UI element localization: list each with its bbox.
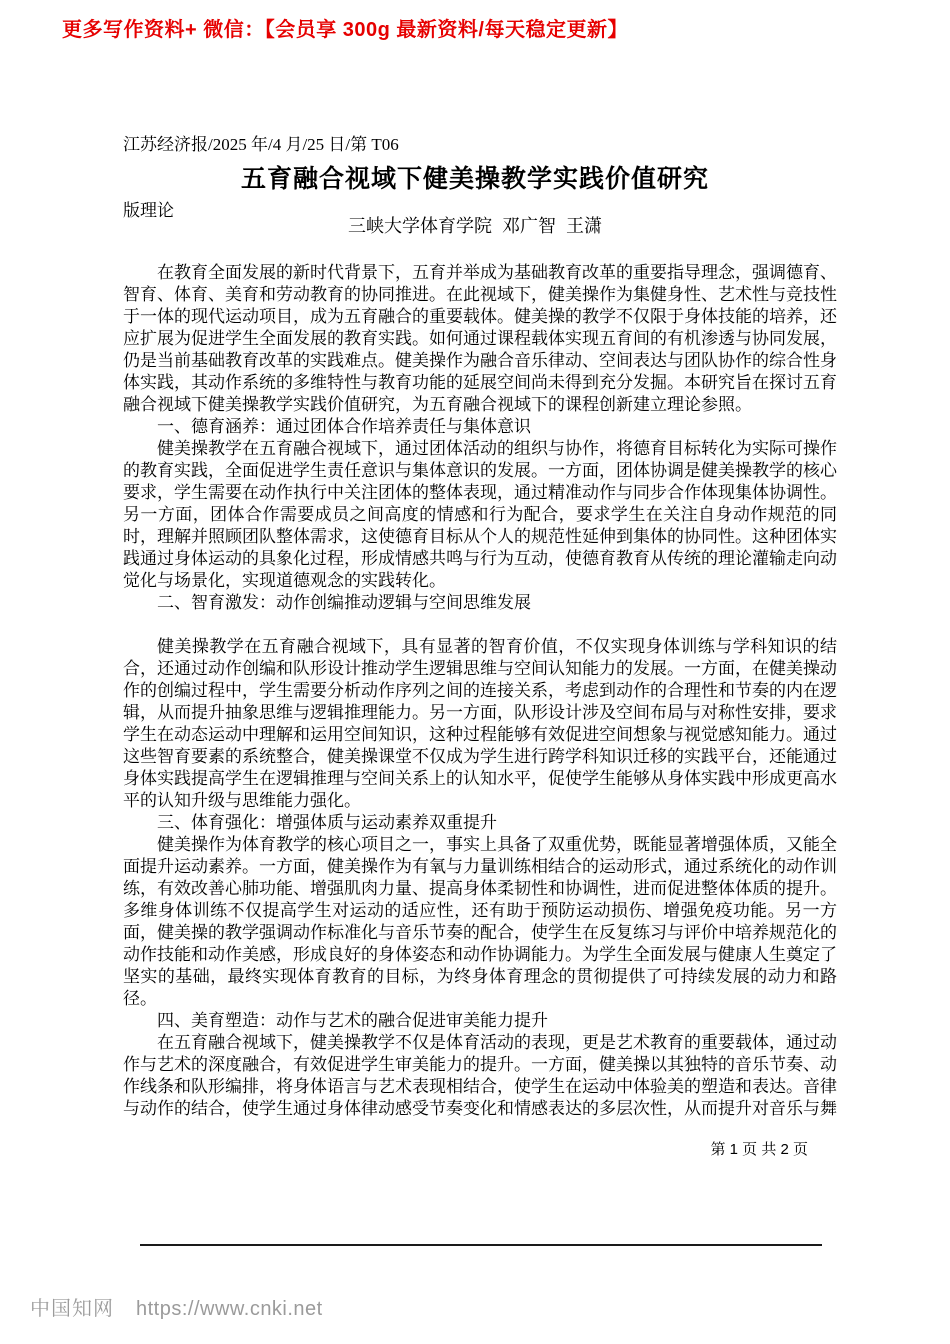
section-4-paragraph-truncated: 在五育融合视域下，健美操教学不仅是体育活动的表现，更是艺术教育的重要载体，通过动作与艺术的深度融合，有效促进学生审美能力的提升。一方面，健美操以其独特的音乐节奏、动作线条和队形编排，将身体语言与艺术表现相结合，使学生在运动中体验美的塑造和表达。音律与动作的结合，使学生通过身体律动感受节奏变化和情感表达的多层次性，从而提升对音乐与舞 — [123, 1033, 837, 1118]
footer-divider-line — [140, 1244, 822, 1246]
section-3-paragraph: 健美操作为体育教学的核心项目之一，事实上具备了双重优势，既能显著增强体质，又能全面提升运动素养。一方面，健美操作为有氧与力量训练相结合的运动形式，通过系统化的动作训练，有效改善心肺功能、增强肌肉力量、提高身体柔韧性和协调性，进而促进整体体质的提升。多维身体训练不仅提高学生对运动的适应性，还有助于预防运动损伤、增强免疫功能。另一方面，健美操的教学强调动作标准化与音乐节奏的配合，使学生在反复练习与评价中培养规范化的动作技能和动作美感，形成良好的身体姿态和动作协调能力。为学生全面发展与健康人生奠定了坚实的基础，最终实现体育教育的目标，为终身体育理念的贯彻提供了可持续发展的动力和路径。 — [123, 835, 837, 1008]
source-line-1: 江苏经济报/2025 年/4 月/25 日/第 T06 — [123, 135, 399, 154]
section-2-paragraph: 健美操教学在五育融合视域下，具有显著的智育价值，不仅实现身体训练与学科知识的结合，还通过动作创编和队形设计推动学生逻辑思维与空间认知能力的发展。一方面，在健美操动作的创编过程中，学生需要分析动作序列之间的连接关系，考虑到动作的合理性和节奏的内在逻辑，从而提升抽象思维与逻辑推理能力。另一方面，队形设计涉及空间布局与对称性安排，要求学生在动态运动中理解和运用空间知识，这种过程能够有效促进空间想象与视觉感知能力。通过这些智育要素的系统整合，健美操课堂不仅成为学生进行跨学科知识迁移的实践平台，还能通过身体实践提高学生在逻辑推理与空间关系上的认知水平，促使学生能够从身体实践中形成更高水平的认知升级与思维能力强化。 — [123, 637, 837, 810]
section-1-paragraph: 健美操教学在五育融合视域下，通过团体活动的组织与协作，将德育目标转化为实际可操作的教育实践，全面促进学生责任意识与集体意识的发展。一方面，团体协调是健美操教学的核心要求，学生需要在动作执行中关注团体的整体表现，通过精准动作与同步合作体现集体协调性。另一方面，团体合作需要成员之间高度的情感和行为配合，要求学生在关注自身动作规范的同时，理解并照顾团队整体需求，这使德育目标从个人的规范性延伸到集体的协同性。这种团体实践通过身体运动的具象化过程，形成情感共鸣与行为互动，使德育教育从传统的理论灌输走向动觉化与场景化，实现道德观念的实践转化。 — [123, 439, 837, 590]
page-number: 第 1 页 共 2 页 — [710, 1141, 808, 1158]
intro-paragraph: 在教育全面发展的新时代背景下，五育并举成为基础教育改革的重要指导理念，强调德育、智育、体育、美育和劳动教育的协同推进。在此视域下，健美操作为集健身性、艺术性与竞技性于一体的现代运动项目，成为五育融合的重要载体。健美操的教学不仅限于身体技能的培养，还应扩展为促进学生全面发展的教育实践。如何通过课程载体实现五育间的有机渗透与协同发展，仍是当前基础教育改革的实践难点。健美操作为融合音乐律动、空间表达与团队协作的综合性身体实践，其动作系统的多维特性与教育功能的延展空间尚未得到充分发掘。本研究旨在探讨五育融合视域下健美操教学实践价值研究，为五育融合视域下的课程创新建立理论参照。 — [123, 263, 837, 414]
cnki-url: https://www.cnki.net — [136, 1298, 323, 1320]
blank-line — [123, 614, 837, 636]
article-title: 五育融合视域下健美操教学实践价值研究 — [240, 165, 709, 193]
section-heading-1: 一、德育涵养：通过团体合作培养责任与集体意识 — [157, 417, 531, 436]
article-authors: 三峡大学体育学院 邓广智 王潇 — [347, 216, 602, 236]
promo-banner-text: 更多写作资料+ 微信：【会员享 300g 最新资料/每天稳定更新】 — [62, 19, 628, 41]
cnki-watermark — [30, 1292, 323, 1321]
article-body — [123, 262, 837, 1120]
cnki-brand: 中国知网 — [30, 1298, 114, 1320]
section-heading-4: 四、美育塑造：动作与艺术的融合促进审美能力提升 — [157, 1011, 548, 1030]
source-line-2: 版理论 — [123, 201, 174, 220]
section-heading-2: 二、智育激发：动作创编推动逻辑与空间思维发展 — [157, 593, 531, 612]
section-heading-3: 三、体育强化：增强体质与运动素养双重提升 — [157, 813, 497, 832]
